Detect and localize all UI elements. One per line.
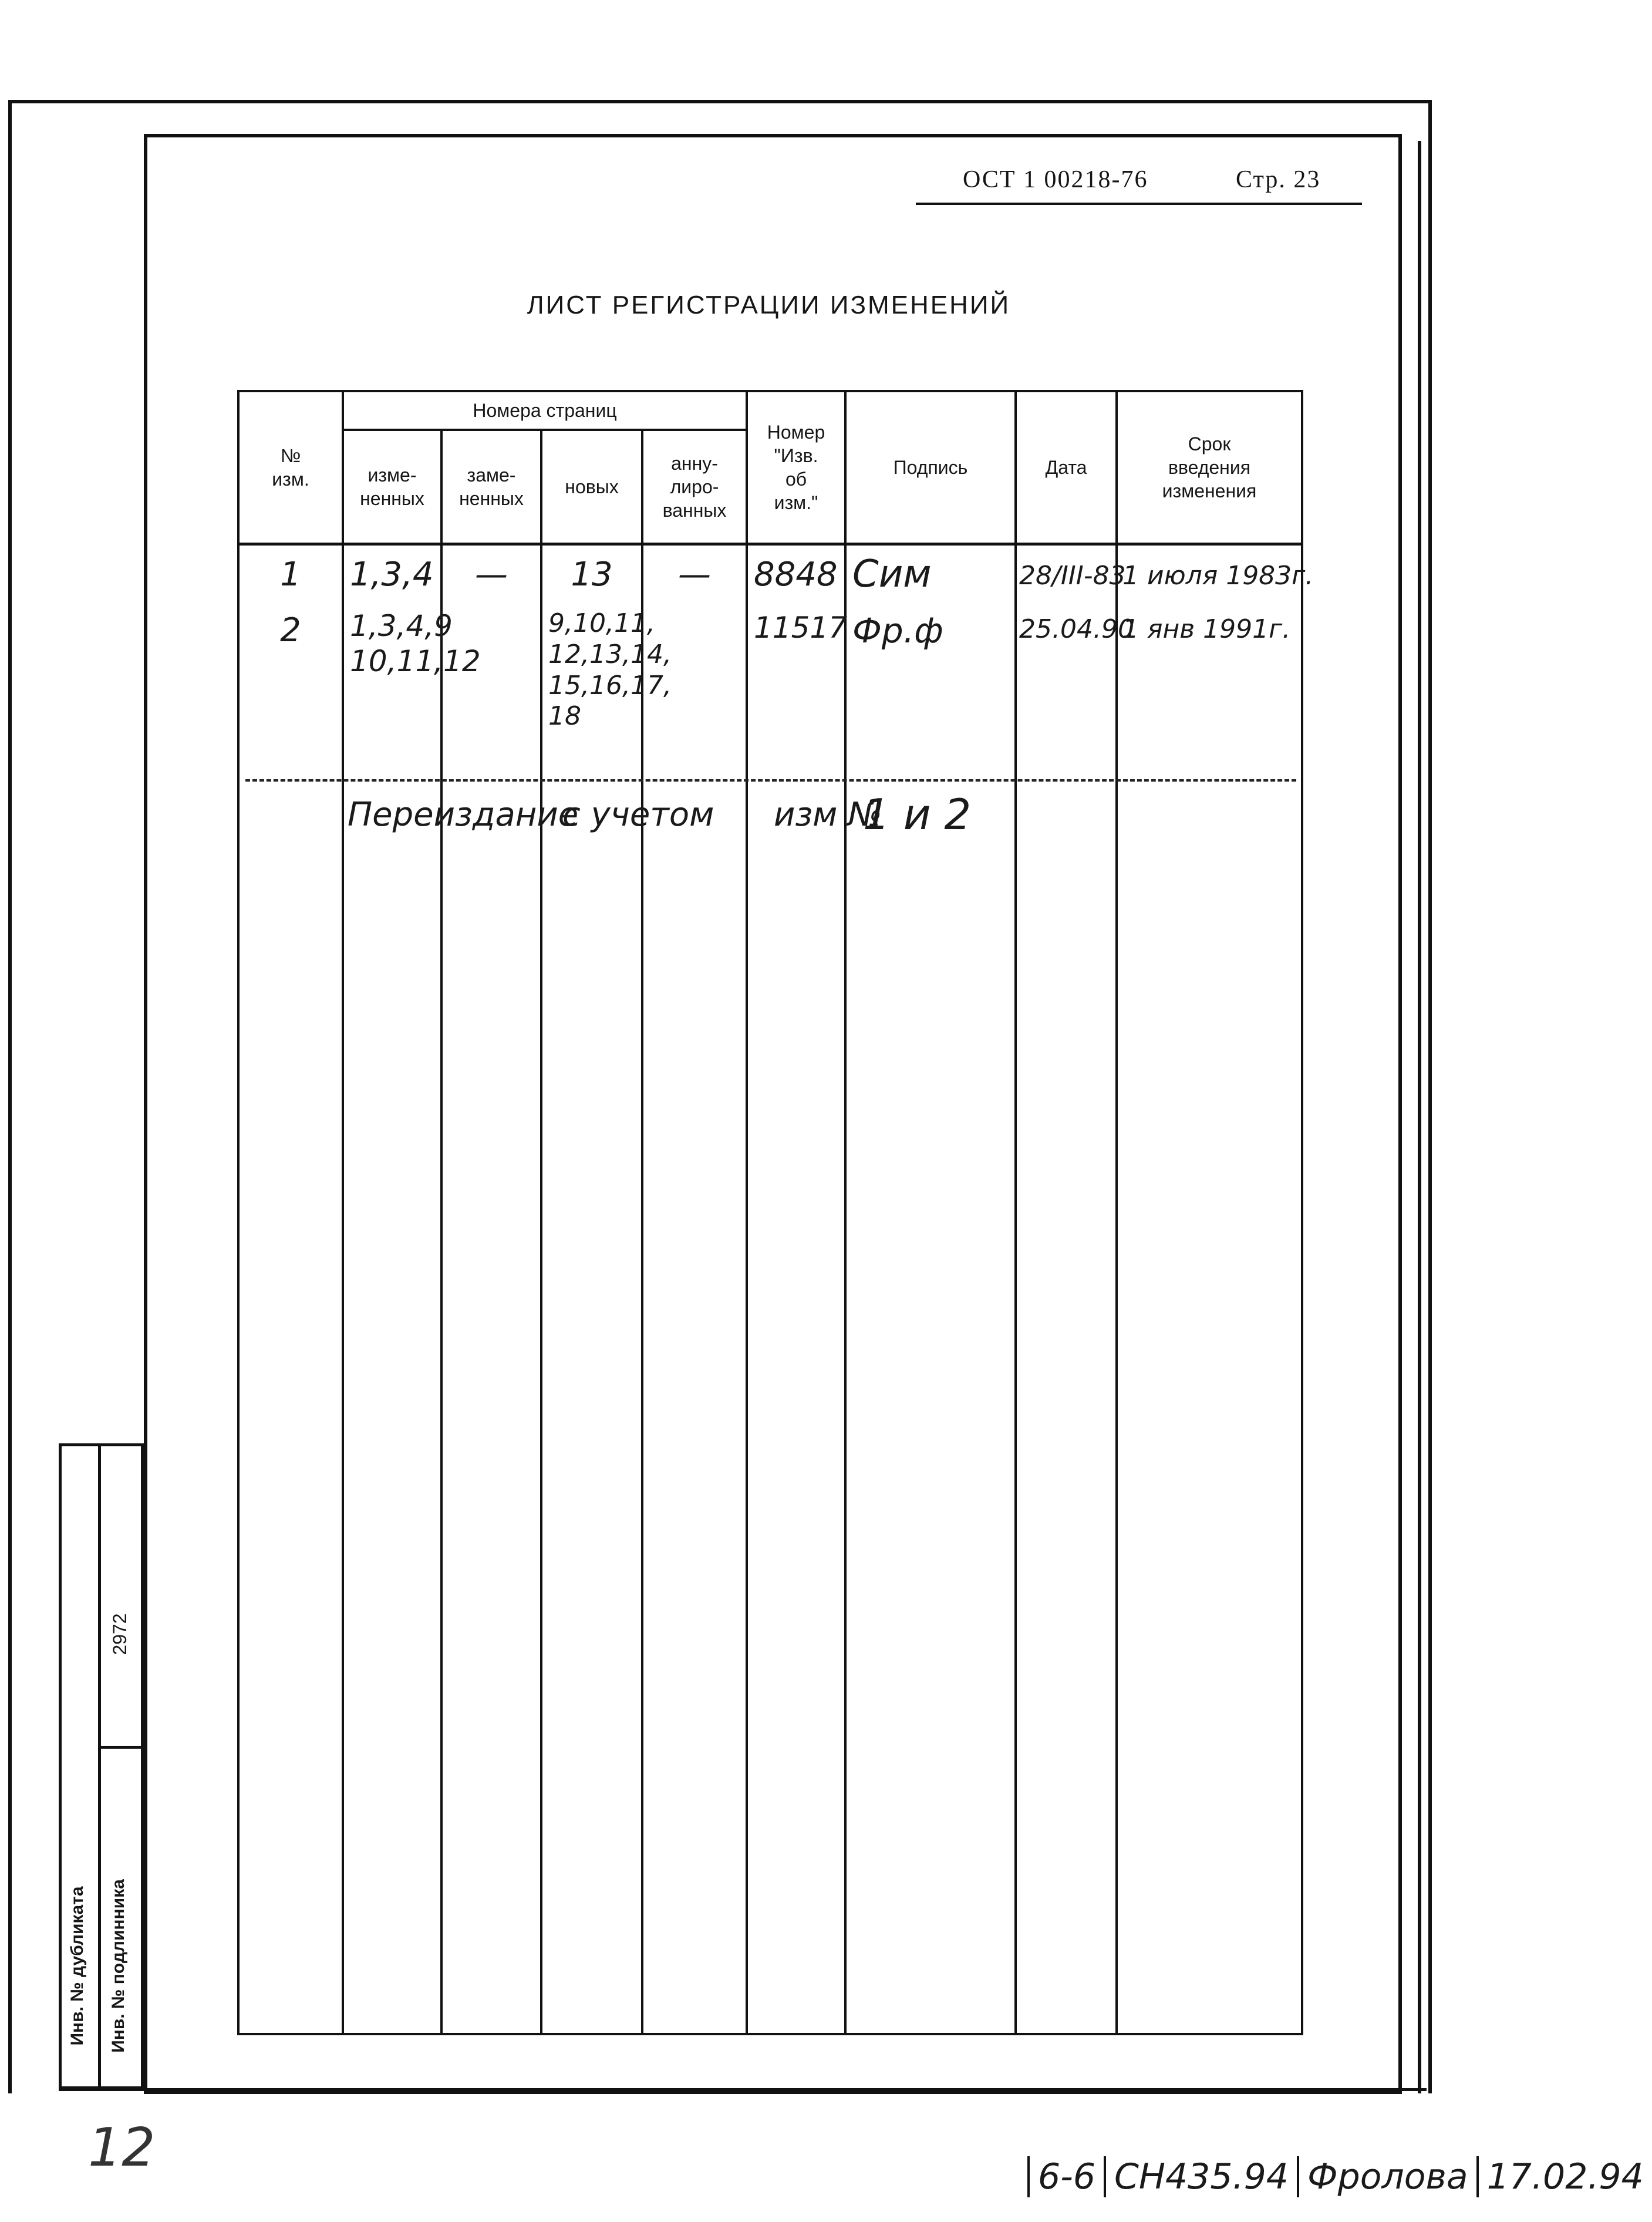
row1-new: 13 <box>571 555 613 594</box>
row2-date: 25.04.90 <box>1019 614 1134 644</box>
row1-signature: Сим <box>852 552 932 596</box>
row2-changed: 1,3,4,9 10,11,12 <box>350 609 481 679</box>
stamp-orig-value-cell <box>98 1443 144 1749</box>
row1-effective: 1 июля 1983г. <box>1122 560 1314 591</box>
reissue-note-part2: с учетом <box>562 796 714 834</box>
reissue-note-part3: изм № <box>774 796 882 834</box>
row2-notice: 11517 <box>754 611 848 645</box>
reissue-note-part4: 1 и 2 <box>863 790 972 839</box>
header-changed: изме- ненных <box>343 430 441 544</box>
footer-stamp <box>1027 2156 1652 2197</box>
body-col-num <box>238 544 343 2034</box>
change-registration-table <box>237 390 1314 2035</box>
bottom-frame-line <box>59 2088 1427 2091</box>
page-number: Стр. 23 <box>1236 166 1321 193</box>
header-annulled: анну- лиро- ванных <box>642 430 747 544</box>
header-pages-group: Номера страниц <box>343 391 747 430</box>
right-margin-rule <box>1418 141 1421 2093</box>
body-col-effective <box>1117 544 1314 2034</box>
header-date: Дата <box>1016 391 1117 544</box>
row2-signature: Фр.ф <box>852 610 943 651</box>
row1-annulled: — <box>678 555 711 594</box>
row1-changed: 1,3,4 <box>350 555 434 594</box>
row2-effective: 1 янв 1991г. <box>1122 614 1291 644</box>
header-underline <box>916 203 1362 205</box>
row2-num: 2 <box>280 611 301 650</box>
row1-num: 1 <box>280 555 301 594</box>
body-col-new <box>541 544 672 2034</box>
row1-date: 28/III-83 <box>1019 560 1126 591</box>
header-new: новых <box>541 430 642 544</box>
page-title: ЛИСТ РЕГИСТРАЦИИ ИЗМЕНЕНИЙ <box>527 291 1011 319</box>
header-num: № изм. <box>238 391 343 544</box>
header-signature: Подпись <box>845 391 1016 544</box>
corner-mark: 12 <box>88 2117 156 2179</box>
row1-notice: 8848 <box>754 555 838 594</box>
dup-label: Инв. № дубликата <box>68 1886 87 2046</box>
row1-replaced: — <box>475 555 508 594</box>
footer-stamp-cell-3: Фролова <box>1297 2156 1476 2197</box>
row2-new: 9,10,11, 12,13,14, 15,16,17, 18 <box>548 608 672 732</box>
body-col-annulled <box>642 544 747 2034</box>
body-col-signature <box>845 544 1016 2034</box>
orig-value: 2972 <box>109 1613 130 1655</box>
header-replaced: заме- ненных <box>441 430 541 544</box>
body-col-notice <box>747 544 848 2034</box>
body-col-date <box>1016 544 1134 2034</box>
entries-separator <box>245 779 1296 782</box>
footer-stamp-cell-2: СН435.94 <box>1104 2156 1297 2197</box>
body-col-replaced <box>441 544 541 2034</box>
footer-stamp-cell-4: 17.02.94 <box>1476 2156 1652 2197</box>
header-effective: Срок введения изменения <box>1117 391 1302 544</box>
header-notice-num: Номер "Изв. об изм." <box>747 391 845 544</box>
reissue-note-part1: Переиздание <box>348 796 579 834</box>
footer-stamp-cell-1: 6-6 <box>1027 2156 1104 2197</box>
inventory-stamp <box>59 1443 144 2089</box>
orig-label: Инв. № подлинника <box>109 1879 128 2053</box>
doc-code: ОСТ 1 00218-76 <box>963 166 1148 193</box>
